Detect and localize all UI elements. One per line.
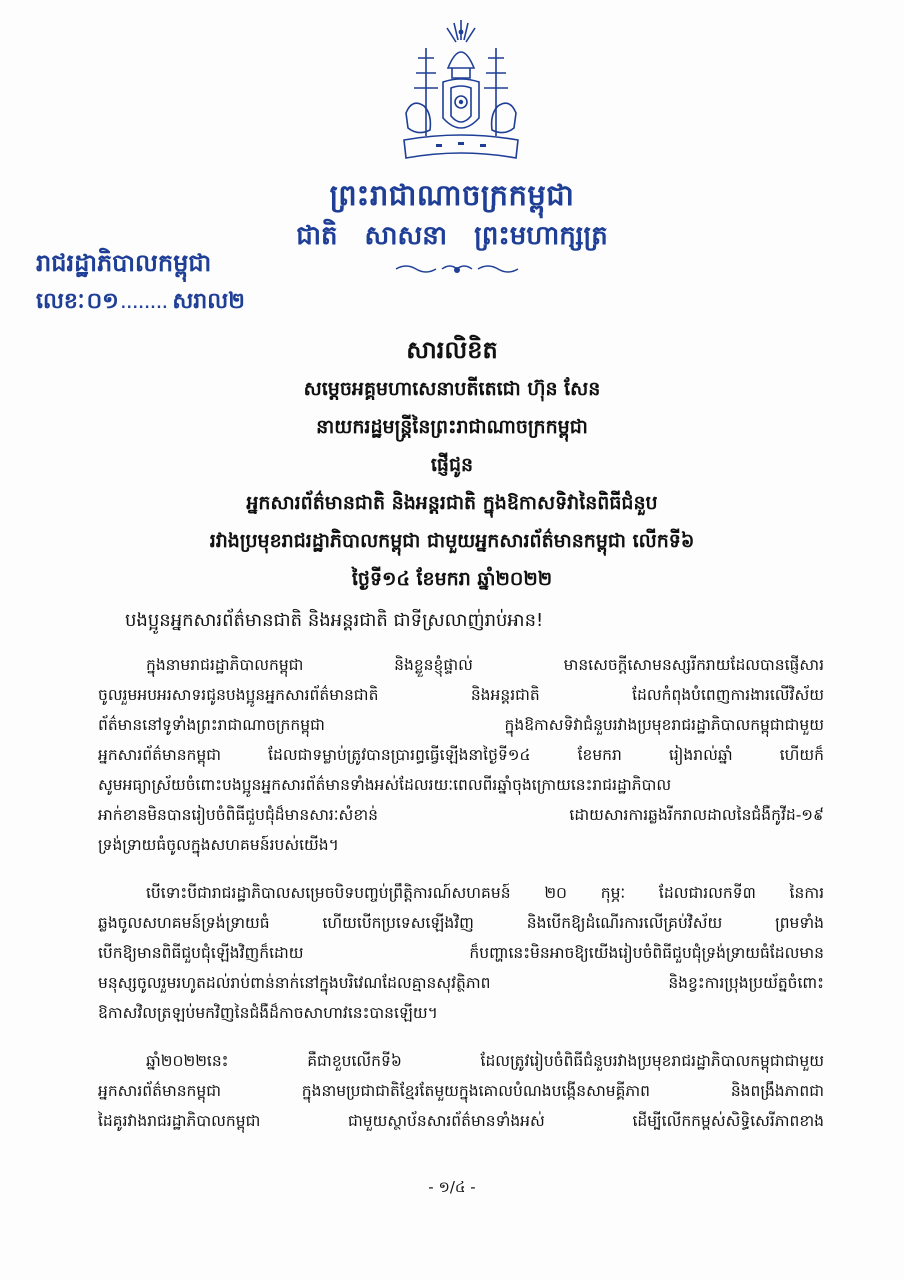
date-line: ថ្ងៃទី១៤ ខែមករា ឆ្នាំ២០២២ <box>351 568 553 590</box>
body-line: ឆ្លងចូលសហគមន៍ទ្រង់ទ្រាយធំ ហើយបើកប្រទេសឡើងវិញ និងបើកឱ្យដំណើរការលើគ្រប់វិស័យ ព្រមទាំង <box>98 914 824 932</box>
sender-line: សម្តេចអគ្គមហាសេនាបតីតេជោ ហ៊ុន សែន <box>303 378 601 400</box>
body-line: អ្នកសារព័ត៌មានកម្ពុជា ដែលជាទម្លាប់ត្រូវបានប្រារព្ធធ្វើឡើងនាថ្ងៃទី១៤ ខែមករា រៀងរាល់ឆ្នាំ ហើយក៏ <box>98 746 824 764</box>
body-line: សូមអធ្យាស្រ័យចំពោះបងប្អូនអ្នកសារព័ត៌មានទាំងអស់ដែលរយៈពេលពីរឆ្នាំចុងក្រោយនេះរាជរដ្ឋាភិបាល <box>98 776 672 794</box>
reference-number-value: ០១ <box>86 289 119 314</box>
letter-body <box>98 650 824 1154</box>
ornament-divider-icon <box>392 261 522 277</box>
reference-code: សរាល២ <box>172 289 245 314</box>
reference-number: លេខៈ ០១ ........ សរាល២ <box>36 287 245 319</box>
reference-label: លេខៈ <box>36 289 85 314</box>
letter-title: សារលិខិត <box>406 336 498 364</box>
body-line: ឱកាសវិលត្រឡប់មកវិញនៃជំងឺដ៏កាចសាហាវនេះបានឡើយ។ <box>98 1004 438 1022</box>
body-line: ព័ត៌មាននៅទូទាំងព្រះរាជាណាចក្រកម្ពុជា ក្នុងឱកាសទិវាជំនួបរវាងប្រមុខរាជរដ្ឋាភិបាលកម្ពុជាជាមួយ <box>98 716 824 734</box>
body-line: អាក់ខានមិនបានរៀបចំពិធីជួបជុំដ៏មានសារៈសំខាន់ ដោយសារការឆ្លងរីករាលដាលនៃជំងឺកូវីដ-១៩ <box>98 806 824 824</box>
body-line: អ្នកសារព័ត៌មានកម្ពុជា ក្នុងនាមប្រជាជាតិខ្មែរតែមួយក្នុងគោលបំណងបង្កើនសាមគ្គីភាព និងពង្រឹងភាពជា <box>98 1082 824 1100</box>
page-number: - ១/៤ - <box>428 1178 476 1196</box>
royal-emblem-icon <box>396 18 526 173</box>
body-line: មនុស្សចូលរួមរហូតដល់រាប់ពាន់នាក់នៅក្នុងបរិវេណដែលគ្មានសុវត្ថិភាព និងខ្វះការប្រុងប្រយ័ត្នចំពោះ <box>98 974 824 992</box>
body-line: ទ្រង់ទ្រាយធំចូលក្នុងសហគមន៍របស់យើង។ <box>98 836 339 854</box>
national-motto: ជាតិ សាសនា ព្រះមហាក្សត្រ <box>296 221 608 251</box>
event-line: រវាងប្រមុខរាជរដ្ឋាភិបាលកម្ពុជា ជាមួយអ្នកសារព័ត៌មានកម្ពុជា លើកទី៦ <box>209 530 695 552</box>
body-line: បើកឱ្យមានពិធីជួបជុំឡើងវិញក៏ដោយ ក៏បញ្ហានេះមិនអាចឱ្យយើងរៀបចំពិធីជួបជុំទ្រង់ទ្រាយធំដែលមាន <box>98 944 824 962</box>
paragraph <box>98 878 824 1028</box>
salutation: បងប្អូនអ្នកសារព័ត៌មានជាតិ និងអន្តរជាតិ ជាទីស្រលាញ់រាប់អាន! <box>125 610 544 631</box>
body-line: បើទោះបីជារាជរដ្ឋាភិបាលសម្រេចបិទបញ្ចប់ព្រឹត្តិការណ៍សហគមន៍ ២០ កុម្ភៈ ដែលជារលកទី៣ នៃការ <box>146 884 824 902</box>
body-line: ដៃគូរវាងរាជរដ្ឋាភិបាលកម្ពុជា ជាមួយស្ថាប័នសារព័ត៌មានទាំងអស់ ដើម្បីលើកកម្ពស់សិទ្ធិសេរីភាពខាង <box>98 1112 824 1130</box>
body-line: ឆ្នាំ២០២២នេះ គឺជាខួបលើកទី៦ ដែលត្រូវរៀបចំពិធីជំនួបរវាងប្រមុខរាជរដ្ឋាភិបាលកម្ពុជាជាមួយ <box>146 1052 824 1070</box>
body-line: ក្នុងនាមរាជរដ្ឋាភិបាលកម្ពុជា និងខ្លួនខ្ញុំផ្ទាល់ មានសេចក្តីសោមនស្សរីករាយដែលបានផ្ញើសារ <box>146 656 824 674</box>
paragraph <box>98 1046 824 1136</box>
government-name: រាជរដ្ឋាភិបាលកម្ពុជា <box>36 249 212 277</box>
recipient-line: អ្នកសារព័ត៌មានជាតិ និងអន្តរជាតិ ក្នុងឱកាសទិវានៃពិធីជំនួប <box>246 492 658 514</box>
sender-position-line: នាយករដ្ឋមន្ត្រីនៃព្រះរាជាណាចក្រកម្ពុជា <box>316 416 588 438</box>
kingdom-title: ព្រះរាជាណាចក្រកម្ពុជា <box>329 178 575 212</box>
body-line: ចូលរួមអបអរសាទរជូនបងប្អូនអ្នកសារព័ត៌មានជាតិ និងអន្តរជាតិ ដែលកំពុងបំពេញការងារលើវិស័យ <box>98 686 824 704</box>
send-to-line: ផ្ញើជូន <box>430 454 474 476</box>
letter-heading <box>60 330 844 598</box>
paragraph <box>98 650 824 860</box>
